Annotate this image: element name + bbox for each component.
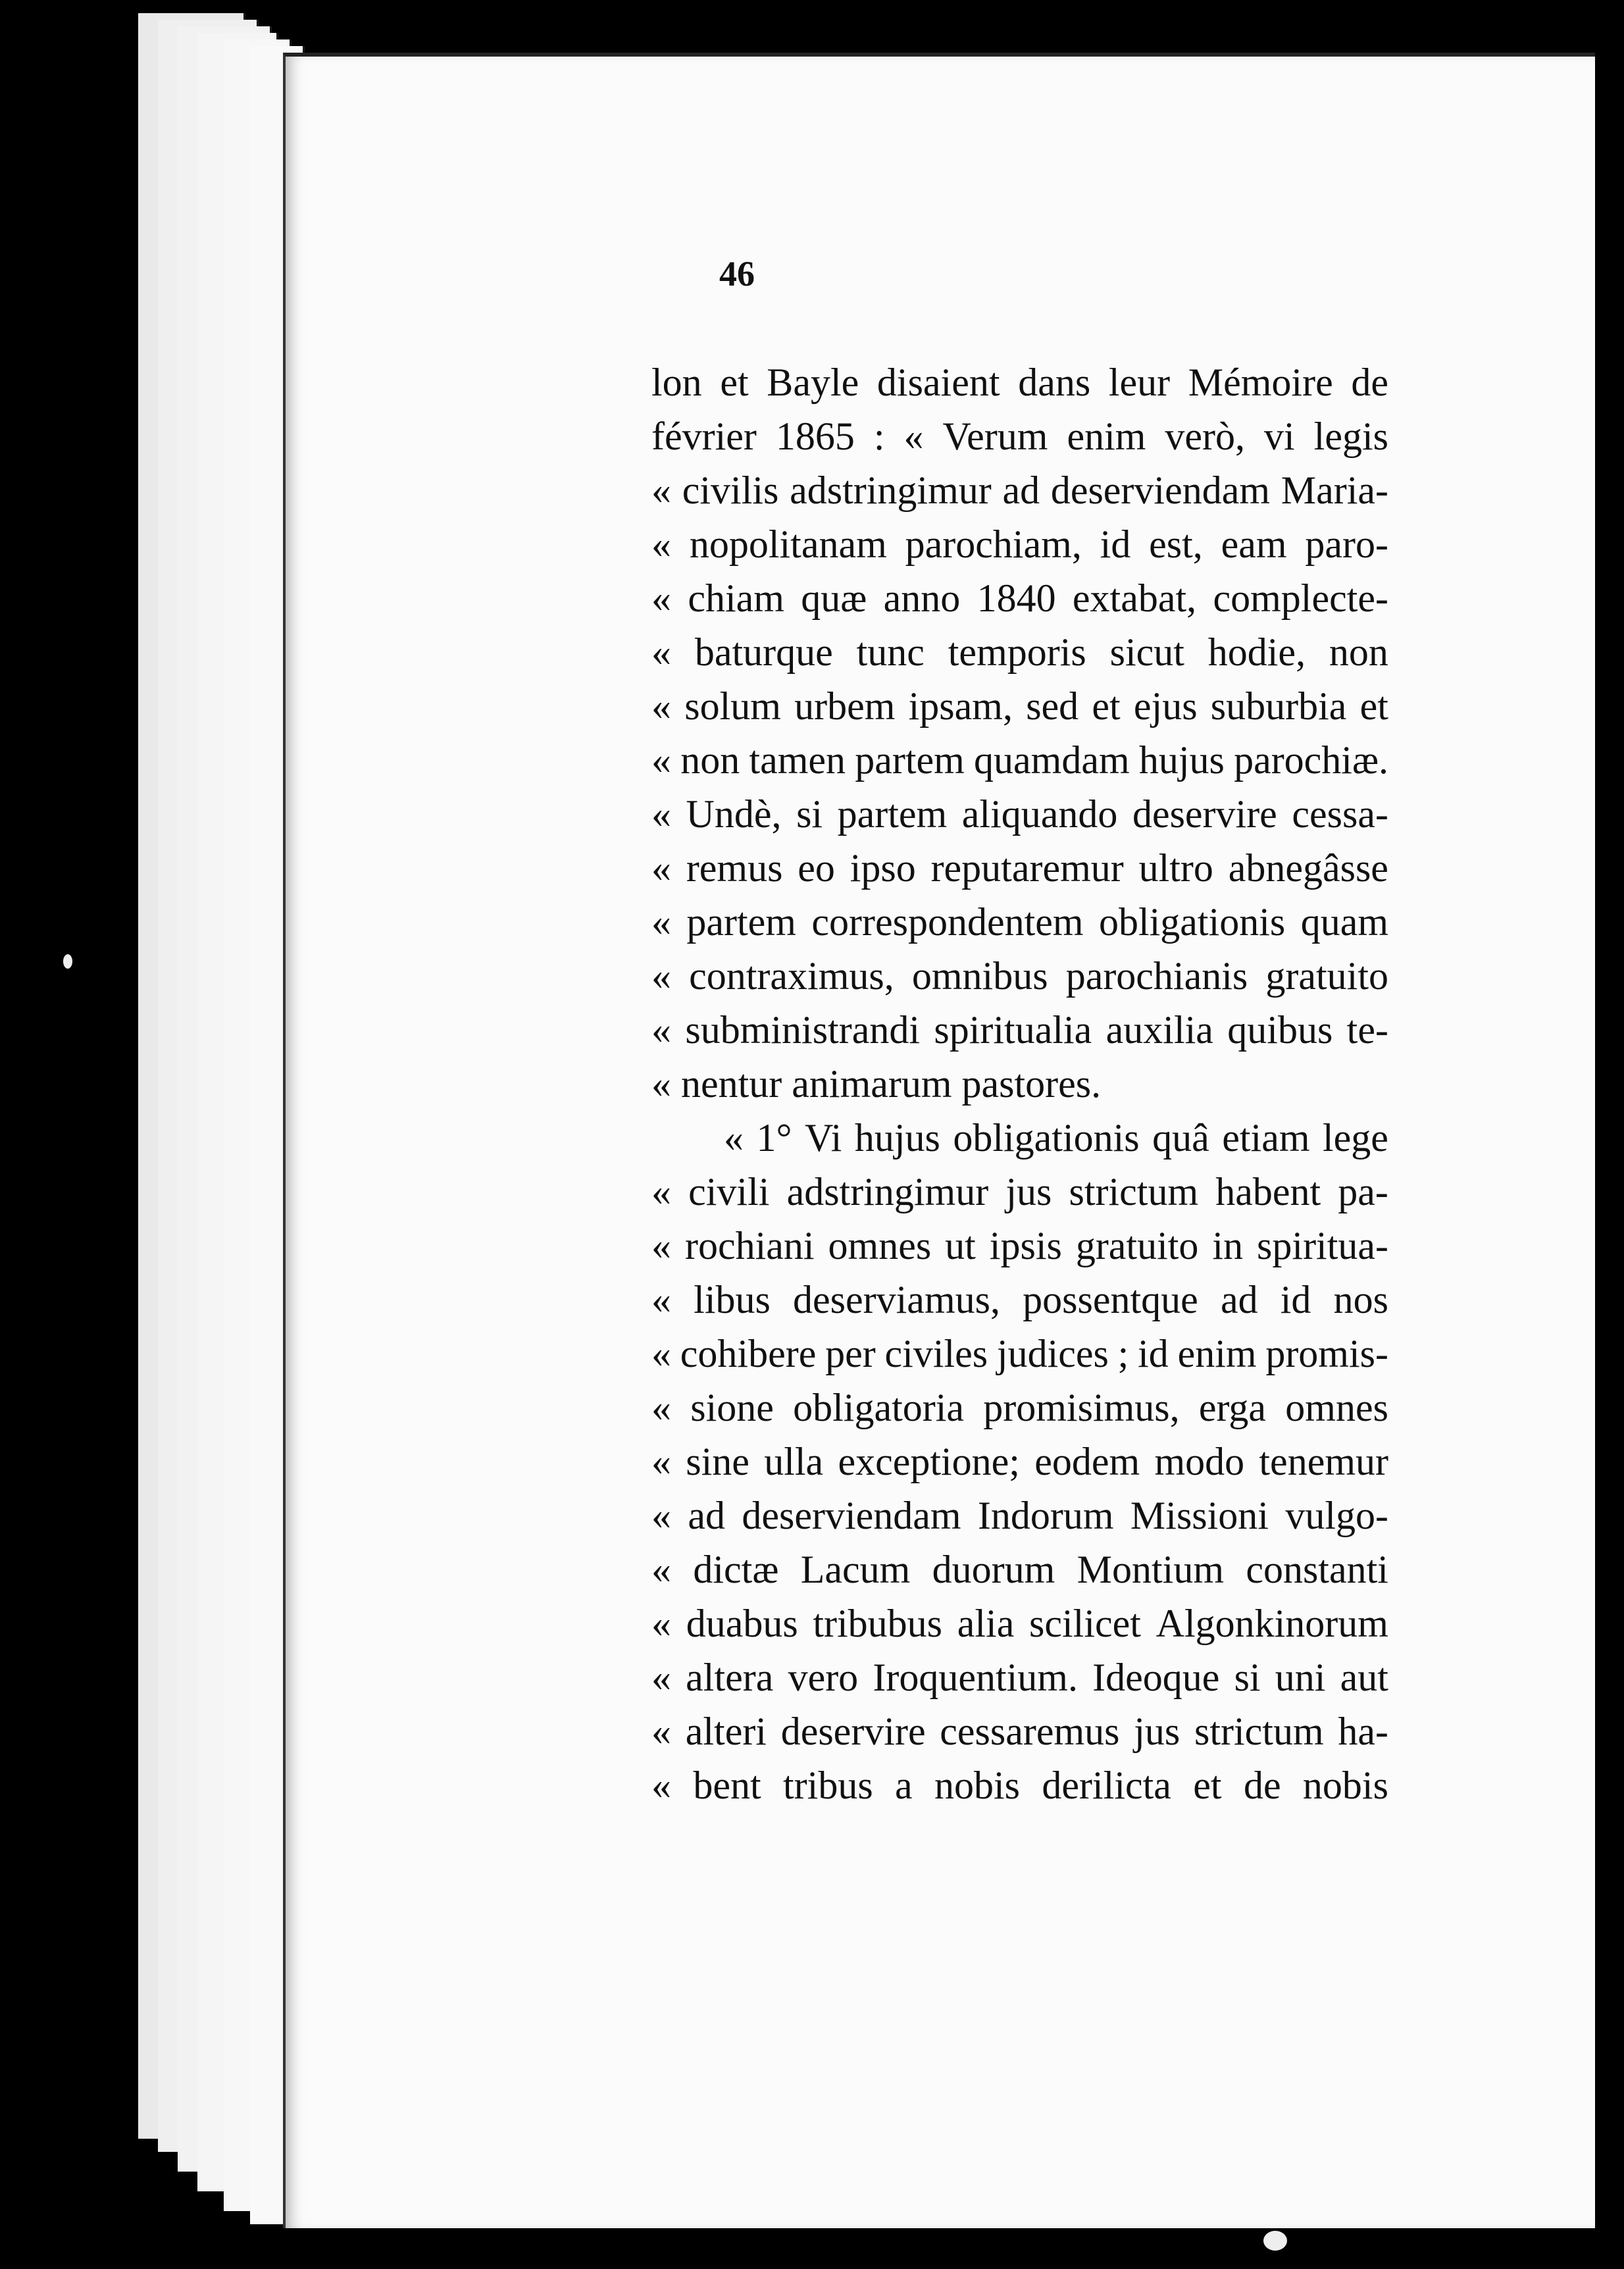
text-line: « altera vero Iroquentium. Ideoque si uni aut [651,1656,1388,1699]
text-line: « bent tribus a nobis derilicta et de nobis [651,1764,1388,1807]
text-line: « contraximus, omnibus parochianis gratuito [651,954,1388,998]
text-line: février 1865 : « Verum enim verò, vi legis [651,415,1388,458]
text-line: « sione obligatoria promisimus, erga omnes [651,1386,1388,1429]
page-body-text [651,355,1388,1812]
text-line: « dictæ Lacum duorum Montium constanti [651,1548,1388,1591]
text-line: « subministrandi spiritualia auxilia quibus te- [651,1008,1388,1052]
text-line: « Undè, si partem aliquando deservire cessa- [651,792,1388,836]
text-line: « civilis adstringimur ad deserviendam Maria- [651,469,1388,512]
text-line: « civili adstringimur jus strictum habent pa- [651,1170,1388,1213]
text-line: « baturque tunc temporis sicut hodie, non [651,630,1388,674]
scan-speck [63,954,72,969]
text-line: « libus deserviamus, possentque ad id nos [651,1278,1388,1321]
text-line: « remus eo ipso reputaremur ultro abnegâsse [651,846,1388,890]
text-line: « nopolitanam parochiam, id est, eam paro- [651,523,1388,566]
text-line: « cohibere per civiles judices ; id enim promis- [651,1332,1388,1375]
text-line: lon et Bayle disaient dans leur Mémoire de [651,361,1388,404]
text-line: « partem correspondentem obligationis quam [651,900,1388,944]
text-line: « 1° Vi hujus obligationis quâ etiam lege [724,1116,1388,1160]
text-line: « nentur animarum pastores. [651,1062,1102,1106]
text-line: « duabus tribubus alia scilicet Algonkinorum [651,1602,1388,1645]
text-line: « ad deserviendam Indorum Missioni vulgo- [651,1494,1388,1537]
text-line: « chiam quæ anno 1840 extabat, complecte- [651,576,1388,620]
scan-speck [1263,2231,1287,2251]
text-line: « sine ulla exceptione; eodem modo tenemur [651,1440,1388,1483]
text-line: « rochiani omnes ut ipsis gratuito in spiritua- [651,1224,1388,1267]
text-line: « solum urbem ipsam, sed et ejus suburbia et [651,684,1388,728]
page-number: 46 [719,254,755,293]
text-line: « alteri deservire cessaremus jus strictum ha- [651,1710,1388,1753]
text-line: « non tamen partem quamdam hujus parochiæ. [651,738,1388,782]
